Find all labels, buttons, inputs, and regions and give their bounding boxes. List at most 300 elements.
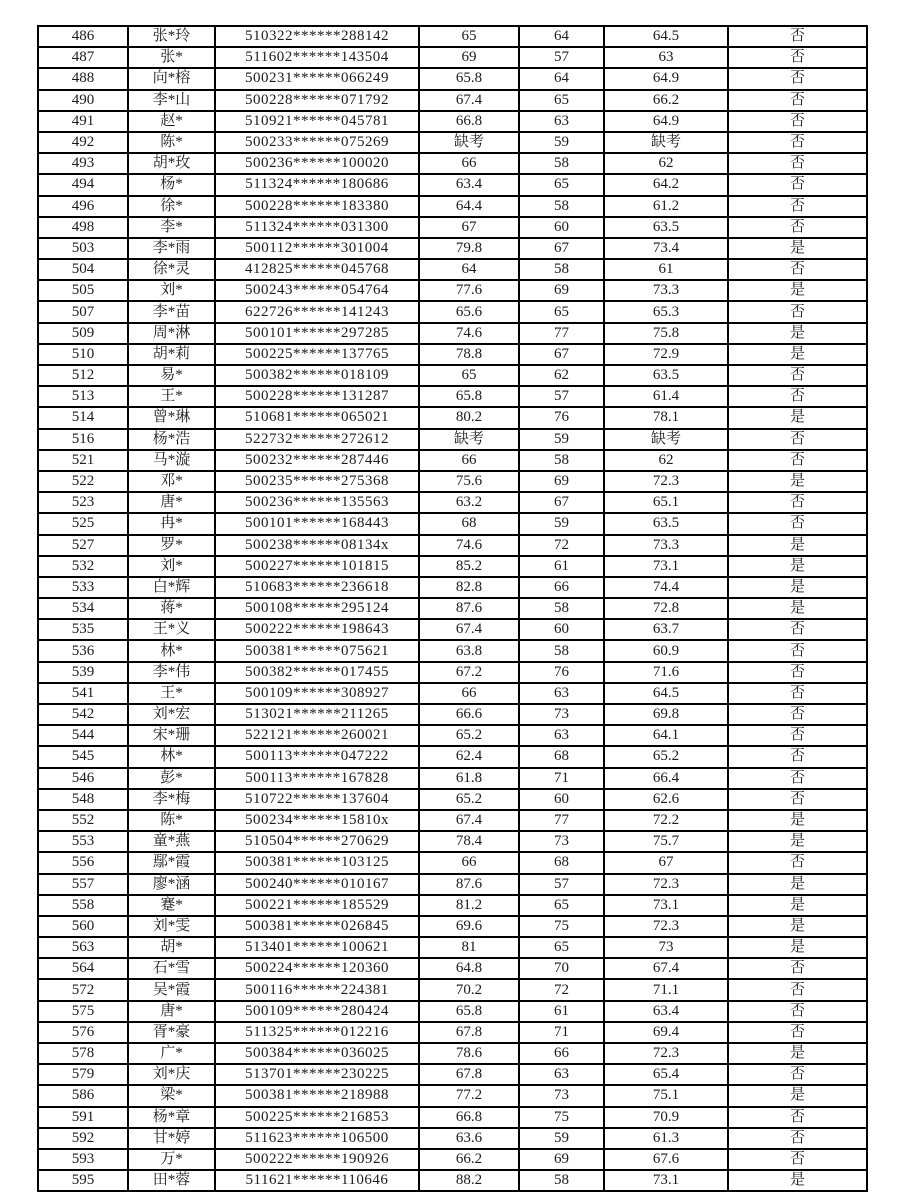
cell-id-number: 511324******180686 [215, 174, 419, 195]
cell-qualified-flag: 否 [728, 725, 867, 746]
cell-serial-number: 488 [38, 68, 128, 89]
table-row [38, 1149, 867, 1170]
cell-qualified-flag: 否 [728, 301, 867, 322]
cell-total-score: 63.4 [604, 1001, 728, 1022]
cell-qualified-flag: 否 [728, 958, 867, 979]
cell-name: 刘*宏 [128, 704, 215, 725]
cell-interview-score: 57 [519, 386, 604, 407]
table-row [38, 577, 867, 598]
cell-name: 刘*雯 [128, 916, 215, 937]
table-row [38, 1001, 867, 1022]
cell-total-score: 62 [604, 153, 728, 174]
cell-id-number: 510683******236618 [215, 577, 419, 598]
cell-interview-score: 58 [519, 1170, 604, 1191]
cell-qualified-flag: 否 [728, 1149, 867, 1170]
cell-written-score: 65.8 [419, 68, 519, 89]
cell-total-score: 72.9 [604, 344, 728, 365]
cell-id-number: 500384******036025 [215, 1043, 419, 1064]
cell-qualified-flag: 否 [728, 153, 867, 174]
cell-serial-number: 505 [38, 280, 128, 301]
cell-total-score: 72.3 [604, 874, 728, 895]
cell-interview-score: 69 [519, 280, 604, 301]
cell-interview-score: 63 [519, 683, 604, 704]
table-row [38, 619, 867, 640]
table-row [38, 301, 867, 322]
table-row [38, 725, 867, 746]
cell-total-score: 70.9 [604, 1107, 728, 1128]
cell-serial-number: 521 [38, 450, 128, 471]
cell-name: 赵* [128, 111, 215, 132]
cell-name: 徐*灵 [128, 259, 215, 280]
cell-name: 童*燕 [128, 831, 215, 852]
cell-id-number: 500228******071792 [215, 90, 419, 111]
cell-name: 胡* [128, 937, 215, 958]
cell-serial-number: 552 [38, 810, 128, 831]
cell-written-score: 69 [419, 47, 519, 68]
cell-serial-number: 491 [38, 111, 128, 132]
cell-qualified-flag: 否 [728, 450, 867, 471]
cell-qualified-flag: 是 [728, 556, 867, 577]
cell-qualified-flag: 是 [728, 895, 867, 916]
cell-name: 刘* [128, 280, 215, 301]
cell-serial-number: 560 [38, 916, 128, 937]
cell-total-score: 73.3 [604, 535, 728, 556]
cell-qualified-flag: 否 [728, 683, 867, 704]
cell-id-number: 500243******054764 [215, 280, 419, 301]
cell-serial-number: 535 [38, 619, 128, 640]
cell-id-number: 500382******018109 [215, 365, 419, 386]
cell-interview-score: 58 [519, 450, 604, 471]
cell-total-score: 71.6 [604, 662, 728, 683]
cell-qualified-flag: 是 [728, 1170, 867, 1191]
cell-id-number: 500238******08134x [215, 535, 419, 556]
cell-serial-number: 572 [38, 979, 128, 1000]
cell-written-score: 63.8 [419, 640, 519, 661]
cell-total-score: 63.5 [604, 365, 728, 386]
cell-total-score: 73.1 [604, 895, 728, 916]
cell-id-number: 500222******198643 [215, 619, 419, 640]
table-row [38, 132, 867, 153]
cell-name: 吴*霞 [128, 979, 215, 1000]
cell-interview-score: 72 [519, 979, 604, 1000]
cell-id-number: 500108******295124 [215, 598, 419, 619]
table-row [38, 323, 867, 344]
cell-total-score: 62 [604, 450, 728, 471]
cell-id-number: 500231******066249 [215, 68, 419, 89]
cell-name: 罗* [128, 535, 215, 556]
cell-interview-score: 76 [519, 407, 604, 428]
cell-qualified-flag: 否 [728, 196, 867, 217]
cell-id-number: 510681******065021 [215, 407, 419, 428]
cell-serial-number: 492 [38, 132, 128, 153]
table-row [38, 640, 867, 661]
table-row [38, 958, 867, 979]
cell-total-score: 65.4 [604, 1064, 728, 1085]
cell-written-score: 66.6 [419, 704, 519, 725]
cell-total-score: 61.2 [604, 196, 728, 217]
cell-written-score: 78.6 [419, 1043, 519, 1064]
cell-id-number: 500222******190926 [215, 1149, 419, 1170]
cell-total-score: 62.6 [604, 789, 728, 810]
cell-name: 徐* [128, 196, 215, 217]
cell-serial-number: 576 [38, 1022, 128, 1043]
cell-total-score: 65.1 [604, 492, 728, 513]
cell-name: 张* [128, 47, 215, 68]
score-table [37, 25, 868, 1192]
cell-id-number: 513701******230225 [215, 1064, 419, 1085]
cell-interview-score: 60 [519, 789, 604, 810]
cell-id-number: 500228******131287 [215, 386, 419, 407]
table-row [38, 810, 867, 831]
cell-qualified-flag: 是 [728, 535, 867, 556]
table-row [38, 683, 867, 704]
cell-total-score: 73.4 [604, 238, 728, 259]
table-row [38, 450, 867, 471]
cell-written-score: 82.8 [419, 577, 519, 598]
cell-interview-score: 59 [519, 513, 604, 534]
table-row [38, 895, 867, 916]
cell-interview-score: 63 [519, 725, 604, 746]
cell-total-score: 缺考 [604, 429, 728, 450]
cell-qualified-flag: 是 [728, 407, 867, 428]
cell-serial-number: 532 [38, 556, 128, 577]
cell-written-score: 65.6 [419, 301, 519, 322]
cell-id-number: 500116******224381 [215, 979, 419, 1000]
cell-total-score: 74.4 [604, 577, 728, 598]
cell-written-score: 74.6 [419, 323, 519, 344]
cell-qualified-flag: 是 [728, 916, 867, 937]
cell-total-score: 72.3 [604, 916, 728, 937]
cell-interview-score: 68 [519, 746, 604, 767]
cell-serial-number: 523 [38, 492, 128, 513]
cell-qualified-flag: 否 [728, 1001, 867, 1022]
cell-qualified-flag: 否 [728, 1128, 867, 1149]
cell-id-number: 500233******075269 [215, 132, 419, 153]
cell-serial-number: 533 [38, 577, 128, 598]
cell-total-score: 73.1 [604, 1170, 728, 1191]
cell-name: 林* [128, 640, 215, 661]
table-row [38, 238, 867, 259]
table-row [38, 662, 867, 683]
cell-written-score: 67.8 [419, 1022, 519, 1043]
cell-interview-score: 75 [519, 1107, 604, 1128]
cell-qualified-flag: 是 [728, 1043, 867, 1064]
cell-total-score: 72.3 [604, 1043, 728, 1064]
cell-serial-number: 487 [38, 47, 128, 68]
cell-written-score: 66.2 [419, 1149, 519, 1170]
cell-written-score: 67 [419, 217, 519, 238]
cell-qualified-flag: 否 [728, 1022, 867, 1043]
table-row [38, 26, 867, 47]
cell-written-score: 67.4 [419, 90, 519, 111]
cell-serial-number: 527 [38, 535, 128, 556]
cell-interview-score: 71 [519, 768, 604, 789]
cell-written-score: 77.6 [419, 280, 519, 301]
cell-total-score: 65.3 [604, 301, 728, 322]
cell-name: 胡*莉 [128, 344, 215, 365]
cell-total-score: 73 [604, 937, 728, 958]
cell-interview-score: 64 [519, 68, 604, 89]
cell-id-number: 510722******137604 [215, 789, 419, 810]
table-row [38, 513, 867, 534]
cell-qualified-flag: 否 [728, 619, 867, 640]
cell-name: 李*雨 [128, 238, 215, 259]
table-row [38, 1022, 867, 1043]
cell-serial-number: 534 [38, 598, 128, 619]
cell-serial-number: 510 [38, 344, 128, 365]
cell-interview-score: 73 [519, 831, 604, 852]
cell-serial-number: 512 [38, 365, 128, 386]
cell-id-number: 500109******308927 [215, 683, 419, 704]
cell-interview-score: 62 [519, 365, 604, 386]
cell-written-score: 78.8 [419, 344, 519, 365]
cell-id-number: 510322******288142 [215, 26, 419, 47]
cell-qualified-flag: 否 [728, 111, 867, 132]
cell-total-score: 65.2 [604, 746, 728, 767]
cell-qualified-flag: 否 [728, 132, 867, 153]
cell-written-score: 65.8 [419, 1001, 519, 1022]
table-row [38, 1043, 867, 1064]
cell-written-score: 87.6 [419, 874, 519, 895]
cell-serial-number: 504 [38, 259, 128, 280]
cell-interview-score: 65 [519, 937, 604, 958]
cell-serial-number: 556 [38, 852, 128, 873]
cell-interview-score: 57 [519, 47, 604, 68]
cell-name: 万* [128, 1149, 215, 1170]
cell-interview-score: 69 [519, 1149, 604, 1170]
cell-serial-number: 557 [38, 874, 128, 895]
cell-interview-score: 68 [519, 852, 604, 873]
table-row [38, 492, 867, 513]
cell-written-score: 67.4 [419, 810, 519, 831]
cell-name: 鄢*霞 [128, 852, 215, 873]
cell-serial-number: 544 [38, 725, 128, 746]
cell-name: 蒋* [128, 598, 215, 619]
table-row [38, 174, 867, 195]
cell-serial-number: 490 [38, 90, 128, 111]
cell-serial-number: 575 [38, 1001, 128, 1022]
cell-qualified-flag: 是 [728, 280, 867, 301]
cell-name: 李*山 [128, 90, 215, 111]
cell-total-score: 61.4 [604, 386, 728, 407]
cell-id-number: 500225******216853 [215, 1107, 419, 1128]
cell-name: 曾*琳 [128, 407, 215, 428]
cell-qualified-flag: 否 [728, 259, 867, 280]
cell-interview-score: 73 [519, 704, 604, 725]
cell-id-number: 511324******031300 [215, 217, 419, 238]
cell-qualified-flag: 是 [728, 874, 867, 895]
cell-name: 马*漩 [128, 450, 215, 471]
cell-qualified-flag: 是 [728, 577, 867, 598]
cell-id-number: 500112******301004 [215, 238, 419, 259]
cell-total-score: 64.1 [604, 725, 728, 746]
cell-id-number: 500381******103125 [215, 852, 419, 873]
cell-serial-number: 494 [38, 174, 128, 195]
cell-total-score: 缺考 [604, 132, 728, 153]
cell-interview-score: 59 [519, 429, 604, 450]
cell-qualified-flag: 否 [728, 386, 867, 407]
cell-name: 唐* [128, 492, 215, 513]
cell-total-score: 75.8 [604, 323, 728, 344]
cell-serial-number: 579 [38, 1064, 128, 1085]
table-row [38, 365, 867, 386]
cell-written-score: 63.4 [419, 174, 519, 195]
cell-serial-number: 586 [38, 1085, 128, 1106]
cell-serial-number: 493 [38, 153, 128, 174]
cell-serial-number: 578 [38, 1043, 128, 1064]
cell-interview-score: 61 [519, 556, 604, 577]
cell-id-number: 513401******100621 [215, 937, 419, 958]
cell-written-score: 66 [419, 450, 519, 471]
cell-written-score: 78.4 [419, 831, 519, 852]
cell-serial-number: 564 [38, 958, 128, 979]
cell-id-number: 500232******287446 [215, 450, 419, 471]
cell-name: 杨*浩 [128, 429, 215, 450]
cell-id-number: 622726******141243 [215, 301, 419, 322]
cell-qualified-flag: 否 [728, 662, 867, 683]
cell-interview-score: 76 [519, 662, 604, 683]
cell-total-score: 67.6 [604, 1149, 728, 1170]
cell-total-score: 67 [604, 852, 728, 873]
table-row [38, 1064, 867, 1085]
cell-interview-score: 65 [519, 174, 604, 195]
cell-id-number: 522121******260021 [215, 725, 419, 746]
cell-serial-number: 553 [38, 831, 128, 852]
cell-written-score: 65.2 [419, 725, 519, 746]
cell-qualified-flag: 否 [728, 979, 867, 1000]
cell-name: 易* [128, 365, 215, 386]
cell-id-number: 500225******137765 [215, 344, 419, 365]
table-row [38, 789, 867, 810]
cell-total-score: 61 [604, 259, 728, 280]
cell-qualified-flag: 是 [728, 238, 867, 259]
cell-interview-score: 66 [519, 1043, 604, 1064]
cell-id-number: 500236******100020 [215, 153, 419, 174]
cell-serial-number: 503 [38, 238, 128, 259]
cell-qualified-flag: 是 [728, 831, 867, 852]
cell-total-score: 75.7 [604, 831, 728, 852]
table-row [38, 196, 867, 217]
cell-qualified-flag: 否 [728, 217, 867, 238]
cell-qualified-flag: 是 [728, 937, 867, 958]
cell-written-score: 69.6 [419, 916, 519, 937]
cell-qualified-flag: 否 [728, 513, 867, 534]
table-row [38, 280, 867, 301]
cell-qualified-flag: 是 [728, 1085, 867, 1106]
cell-qualified-flag: 否 [728, 640, 867, 661]
cell-serial-number: 592 [38, 1128, 128, 1149]
cell-id-number: 522732******272612 [215, 429, 419, 450]
cell-written-score: 67.8 [419, 1064, 519, 1085]
cell-qualified-flag: 否 [728, 68, 867, 89]
cell-id-number: 500381******026845 [215, 916, 419, 937]
cell-id-number: 500221******185529 [215, 895, 419, 916]
cell-total-score: 64.2 [604, 174, 728, 195]
table-row [38, 429, 867, 450]
cell-serial-number: 542 [38, 704, 128, 725]
cell-qualified-flag: 是 [728, 323, 867, 344]
cell-id-number: 511621******110646 [215, 1170, 419, 1191]
cell-written-score: 缺考 [419, 429, 519, 450]
cell-id-number: 511325******012216 [215, 1022, 419, 1043]
cell-qualified-flag: 否 [728, 90, 867, 111]
cell-name: 刘* [128, 556, 215, 577]
cell-serial-number: 539 [38, 662, 128, 683]
cell-interview-score: 65 [519, 301, 604, 322]
cell-interview-score: 66 [519, 577, 604, 598]
cell-name: 王* [128, 683, 215, 704]
table-row [38, 852, 867, 873]
cell-id-number: 510504******270629 [215, 831, 419, 852]
cell-written-score: 81.2 [419, 895, 519, 916]
cell-interview-score: 60 [519, 217, 604, 238]
cell-interview-score: 77 [519, 323, 604, 344]
cell-serial-number: 522 [38, 471, 128, 492]
cell-serial-number: 507 [38, 301, 128, 322]
cell-written-score: 66 [419, 683, 519, 704]
cell-qualified-flag: 否 [728, 174, 867, 195]
cell-qualified-flag: 是 [728, 810, 867, 831]
cell-name: 王* [128, 386, 215, 407]
cell-serial-number: 546 [38, 768, 128, 789]
cell-serial-number: 536 [38, 640, 128, 661]
cell-interview-score: 72 [519, 535, 604, 556]
table-row [38, 259, 867, 280]
cell-interview-score: 67 [519, 344, 604, 365]
cell-name: 林* [128, 746, 215, 767]
cell-interview-score: 77 [519, 810, 604, 831]
cell-interview-score: 63 [519, 1064, 604, 1085]
cell-name: 李*苗 [128, 301, 215, 322]
cell-written-score: 缺考 [419, 132, 519, 153]
cell-name: 李*梅 [128, 789, 215, 810]
cell-serial-number: 525 [38, 513, 128, 534]
cell-id-number: 500382******017455 [215, 662, 419, 683]
cell-name: 王*义 [128, 619, 215, 640]
table-row [38, 768, 867, 789]
cell-total-score: 78.1 [604, 407, 728, 428]
cell-name: 杨*章 [128, 1107, 215, 1128]
cell-written-score: 75.6 [419, 471, 519, 492]
table-row [38, 1085, 867, 1106]
cell-serial-number: 563 [38, 937, 128, 958]
table-row [38, 1107, 867, 1128]
cell-interview-score: 67 [519, 238, 604, 259]
table-row [38, 746, 867, 767]
cell-id-number: 500224******120360 [215, 958, 419, 979]
cell-serial-number: 514 [38, 407, 128, 428]
cell-qualified-flag: 否 [728, 1064, 867, 1085]
cell-written-score: 85.2 [419, 556, 519, 577]
cell-written-score: 67.4 [419, 619, 519, 640]
cell-written-score: 66.8 [419, 1107, 519, 1128]
cell-name: 廖*涵 [128, 874, 215, 895]
cell-interview-score: 58 [519, 153, 604, 174]
cell-interview-score: 59 [519, 1128, 604, 1149]
cell-total-score: 73.1 [604, 556, 728, 577]
cell-qualified-flag: 是 [728, 598, 867, 619]
cell-id-number: 500227******101815 [215, 556, 419, 577]
cell-serial-number: 545 [38, 746, 128, 767]
cell-written-score: 65 [419, 26, 519, 47]
cell-name: 胥*豪 [128, 1022, 215, 1043]
cell-serial-number: 486 [38, 26, 128, 47]
cell-total-score: 64.9 [604, 111, 728, 132]
cell-serial-number: 558 [38, 895, 128, 916]
cell-total-score: 64.5 [604, 26, 728, 47]
cell-total-score: 72.8 [604, 598, 728, 619]
cell-interview-score: 61 [519, 1001, 604, 1022]
